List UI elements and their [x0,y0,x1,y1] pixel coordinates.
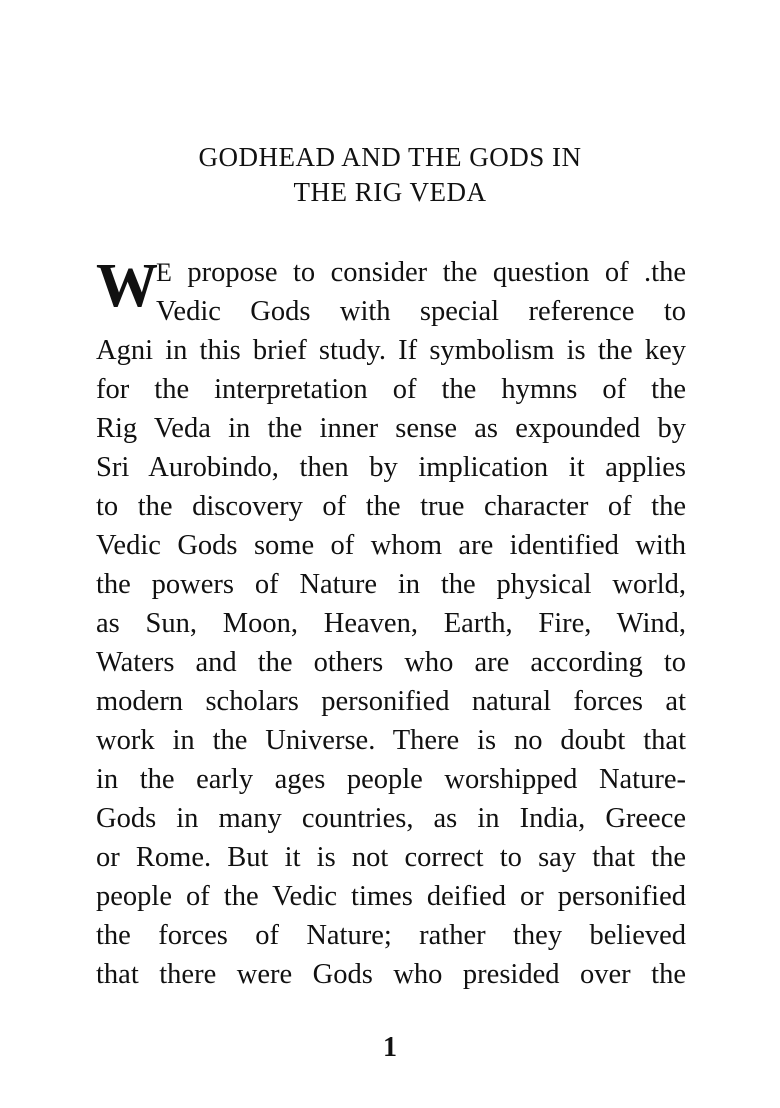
text-line: to the discovery of the true character of the [96,491,686,522]
text-line: Rig Veda in the inner sense as expounded by [96,413,686,444]
text-line: Vedic Gods some of whom are identified with [96,530,686,561]
text-line: Vedic Gods with special reference to [156,296,686,327]
page-number: 1 [383,1032,397,1063]
text-line: Waters and the others who are according to [96,647,686,678]
text-line: as Sun, Moon, Heaven, Earth, Fire, Wind, [96,608,686,639]
opening-block [96,253,686,331]
small-caps-start: E [156,258,172,287]
text-line: or Rome. But it is not correct to say that the [96,842,686,873]
text-line: the forces of Nature; rather they believed [96,920,686,951]
drop-cap: W [96,252,158,320]
text-line: that there were Gods who presided over the [96,959,686,990]
text-line: for the interpretation of the hymns of the [96,374,686,405]
text-line: work in the Universe. There is no doubt that [96,725,686,756]
text-line: modern scholars personified natural forces at [96,686,686,717]
text-line: in the early ages people worshipped Nature- [96,764,686,795]
text-line: people of the Vedic times deified or personified [96,881,686,912]
chapter-title-line-2: THE RIG VEDA [293,177,487,207]
body-paragraph [96,253,686,994]
text-line: Agni in this brief study. If symbolism is the key [96,335,686,366]
chapter-title-line-1: GODHEAD AND THE GODS IN [198,142,582,172]
text-line: the powers of Nature in the physical world, [96,569,686,600]
text-line [96,253,686,292]
text-line: Gods in many countries, as in India, Greece [96,803,686,834]
text-line: Sri Aurobindo, then by implication it applies [96,452,686,483]
text-line-content: propose to consider the question of .the [171,257,686,288]
